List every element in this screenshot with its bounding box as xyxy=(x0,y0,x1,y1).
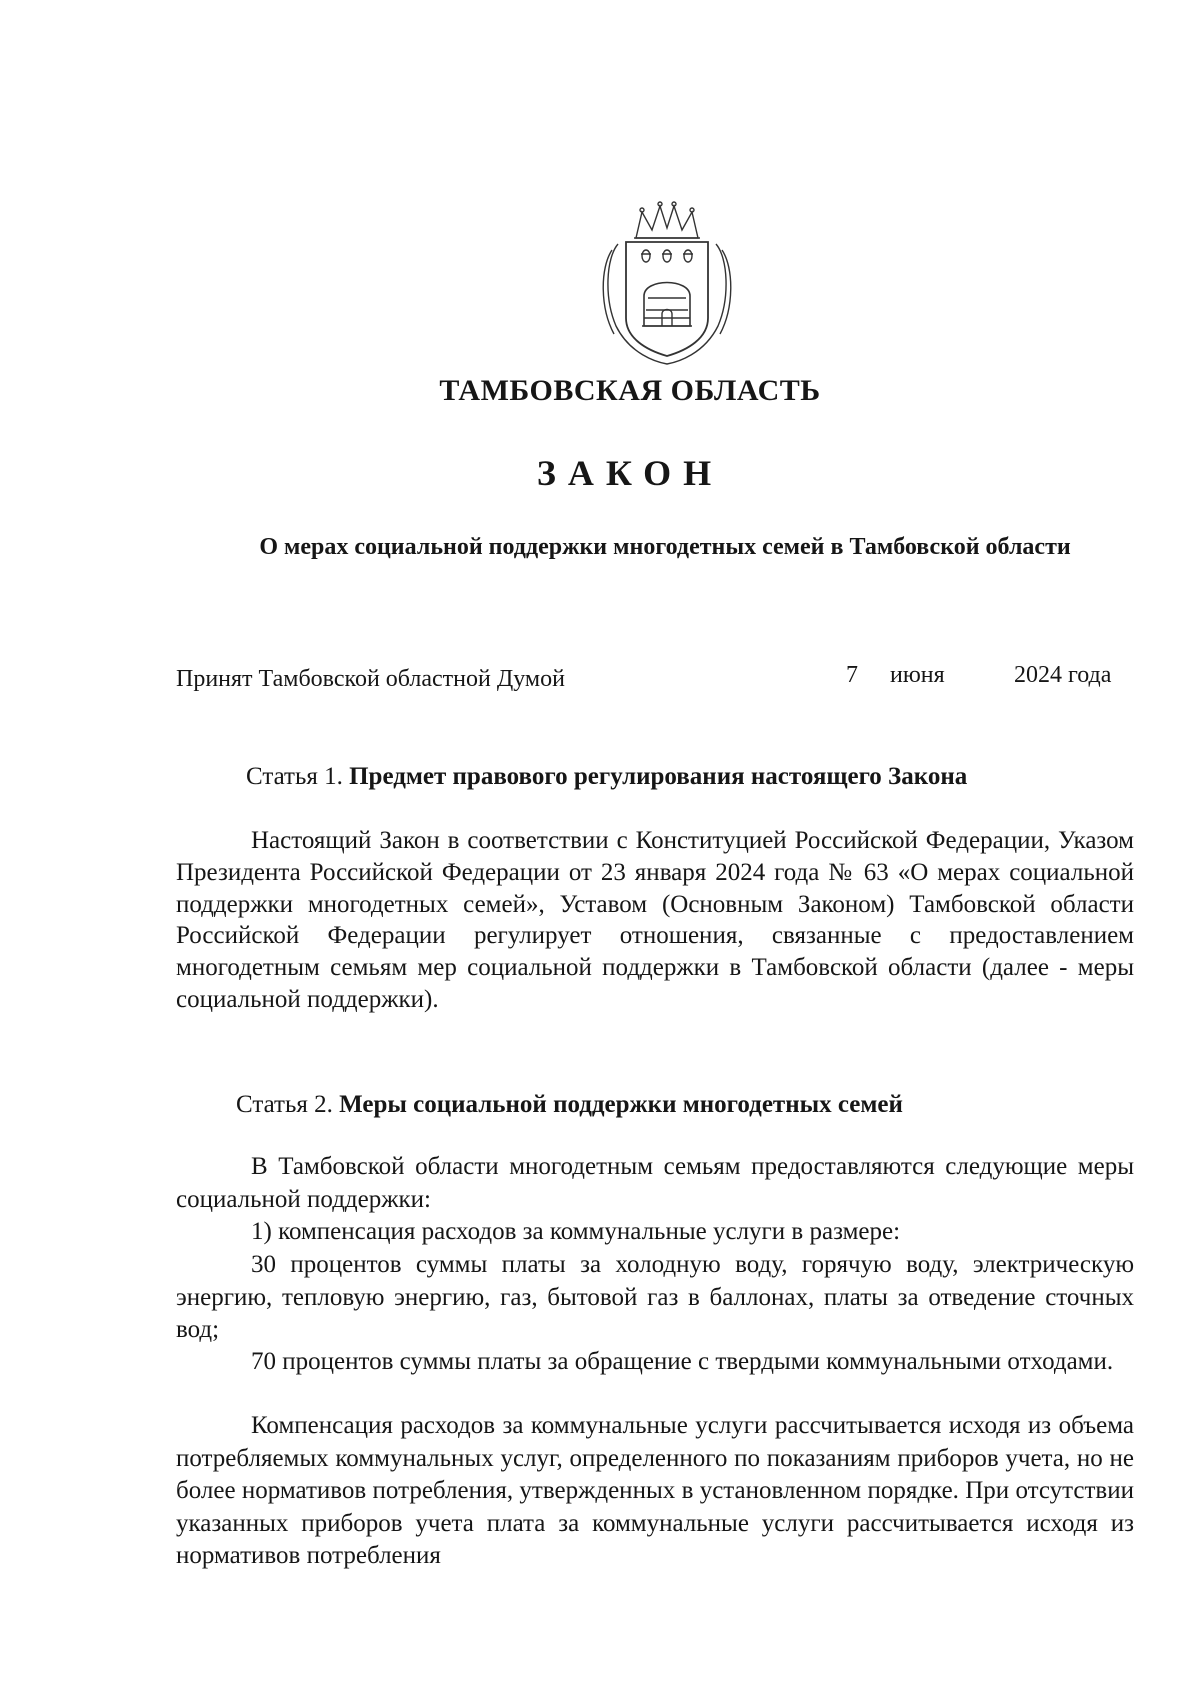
law-subject-title: О мерах социальной поддержки многодетных семей в Тамбовской области xyxy=(259,534,1071,560)
article-2-item-1-utilities: 30 процентов суммы платы за холодную воду, горячую воду, электрическую энергию, тепловую энергию, газ, бытовой газ в баллонах, платы за отведение сточных вод; xyxy=(176,1251,1134,1343)
adoption-label: Принят Тамбовской областной Думой xyxy=(176,666,565,692)
article-1-number: Статья 1. xyxy=(246,763,343,790)
article-1-title: Предмет правового регулирования настоящего Закона xyxy=(349,763,968,790)
article-2-item-1: 1) компенсация расходов за коммунальные услуги в размере: xyxy=(251,1218,901,1245)
article-1-heading xyxy=(246,763,967,791)
article-2-intro: В Тамбовской области многодетным семьям предоставляются следующие меры социальной поддержки: xyxy=(176,1153,1134,1213)
coat-of-arms-emblem xyxy=(596,198,738,366)
adoption-day: 7 xyxy=(846,662,858,688)
adoption-year: 2024 года xyxy=(1014,662,1112,688)
adoption-line xyxy=(176,662,1146,698)
article-2-title: Меры социальной поддержки многодетных семей xyxy=(339,1091,903,1118)
article-2-item-1-waste: 70 процентов суммы платы за обращение с твердыми коммунальными отходами. xyxy=(251,1348,1114,1375)
article-2-number: Статья 2. xyxy=(236,1091,333,1118)
article-1-text: Настоящий Закон в соответствии с Конституцией Российской Федерации, Указом Президента Российской Федерации от 23 января 2024 года № 63 «О мерах социальной поддержки многодетных семей», Уставом (Основным Законом) Тамбовской области Российской Федерации регулирует отношения, связанные с предоставлением многодетным семьям мер социальной поддержки в Тамбовской области (далее - меры социальной поддержки). xyxy=(176,827,1134,1013)
article-2-compensation-text: Компенсация расходов за коммунальные услуги рассчитывается исходя из объема потребляемых коммунальных услуг, определенного по показаниям приборов учета, но не более нормативов потребления, утвержденных в установленном порядке. При отсутствии указанных приборов учета плата за коммунальные услуги рассчитывается исходя из нормативов потребления xyxy=(176,1412,1134,1569)
document-type: ЗАКОН xyxy=(536,453,724,493)
region-name: ТАМБОВСКАЯ ОБЛАСТЬ xyxy=(439,374,821,407)
adoption-month: июня xyxy=(890,662,945,688)
article-2-heading xyxy=(236,1091,903,1119)
